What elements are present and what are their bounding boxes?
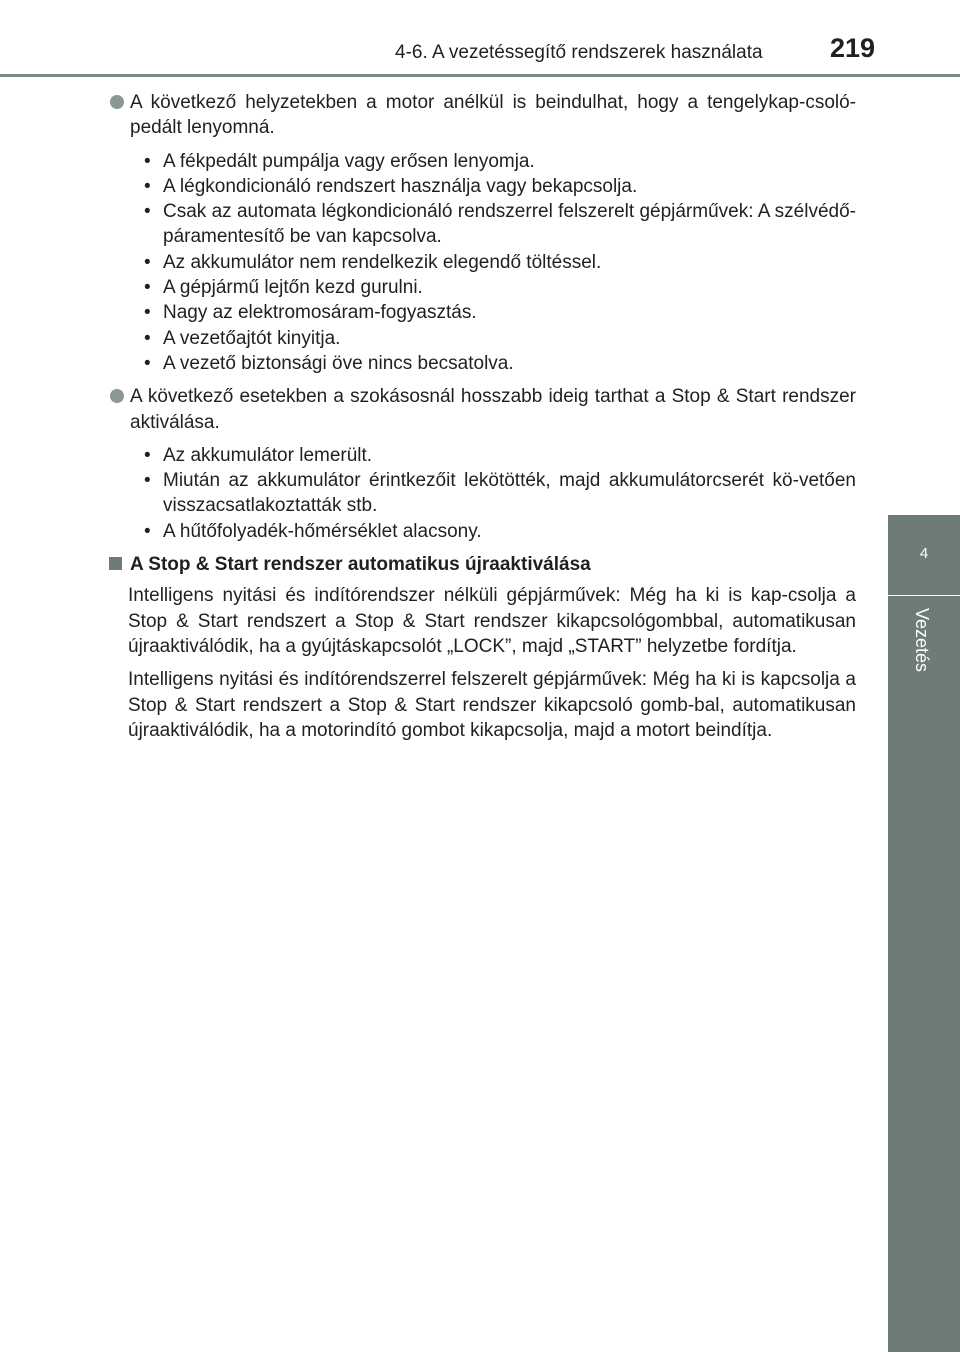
list-item [144,199,856,250]
note-item [108,384,856,435]
page-number: 219 [830,33,876,63]
dot-bullet-icon: • [144,444,151,466]
dot-bullet-icon: • [144,175,151,197]
dot-bullet-icon: • [144,201,151,223]
paragraph: Intelligens nyitási és indítórendszer nélküli gépjárművek: Még ha ki is kap-csolja a Stop & Start rendszert a Stop & Start rendszer kikapcsológombbal, automatikusan újraaktiválódik, ha a gyújtáskapcsolót „LOCK”, majd „START” helyzetbe fordítja. [128,585,856,657]
header-divider [0,74,960,77]
list-item-text: A hűtőfolyadék-hőmérséklet alacsony. [163,520,482,542]
dot-bullet-icon: • [144,327,151,349]
dot-bullet-icon: • [144,251,151,273]
dot-bullet-icon: • [144,302,151,324]
circle-bullet-icon [110,95,124,109]
list-item [144,519,856,544]
list-item [144,326,856,351]
list-item [144,351,856,376]
paragraph: Intelligens nyitási és indítórendszerrel felszerelt gépjárművek: Még ha ki is kapcsolja a Stop & Start rendszert a Stop & Start rendszer kikapcsoló gomb-bal, automatikusan újraaktiválódik, ha a motorindító gombot kikapcsolja, majd a motort beindítja. [128,669,856,741]
list-item [144,149,856,174]
condition-list [108,149,856,377]
list-item-text: A vezető biztonsági öve nincs becsatolva. [163,352,514,374]
list-item [144,443,856,468]
dot-bullet-icon: • [144,352,151,374]
section-heading [108,552,856,577]
square-bullet-icon [109,557,122,570]
chapter-tab-number: 4 [919,545,929,562]
list-item [144,250,856,275]
list-item-text: Az akkumulátor lemerült. [163,444,373,466]
note-item-text: A következő esetekben a szokásosnál hosszabb ideig tarthat a Stop & Start rendszer aktiválása. [130,386,856,433]
chapter-tab-label: Vezetés [912,608,932,673]
list-item [144,275,856,300]
list-item [144,300,856,325]
list-item-text: A gépjármű lejtőn kezd gurulni. [163,277,423,299]
dot-bullet-icon: • [144,470,151,492]
list-item-text: Az akkumulátor nem rendelkezik elegendő töltéssel. [163,251,602,273]
dot-bullet-icon: • [144,277,151,299]
dot-bullet-icon: • [144,150,151,172]
chapter-strip [888,596,960,1352]
list-item-text: A légkondicionáló rendszert használja vagy bekapcsolja. [163,175,638,197]
list-item [144,174,856,199]
list-item-text: A vezetőajtót kinyitja. [163,327,341,349]
list-item-text: Miután az akkumulátor érintkezőit lekötötték, majd akkumulátorcserét kö-vetően visszacsatlakoztatták stb. [163,470,856,517]
chapter-tab [888,515,960,595]
list-item-text: Csak az automata légkondicionáló rendszerrel felszerelt gépjárművek: A szélvédő-páramentesítő be van kapcsolva. [163,201,856,248]
circle-bullet-icon [110,389,124,403]
section-heading-text: A Stop & Start rendszer automatikus újraaktiválása [130,554,591,576]
note-item-text: A következő helyzetekben a motor anélkül is beindulhat, hogy a tengelykap-csoló-pedált lenyomná. [130,92,856,139]
list-item-text: Nagy az elektromosáram-fogyasztás. [163,302,477,324]
list-item [144,468,856,519]
chapter-title: 4-6. A vezetéssegítő rendszerek használata [395,42,763,63]
page-content [108,90,856,743]
list-item-text: A fékpedált pumpálja vagy erősen lenyomja. [163,150,535,172]
condition-list [108,443,856,544]
note-item [108,90,856,141]
dot-bullet-icon: • [144,520,151,542]
